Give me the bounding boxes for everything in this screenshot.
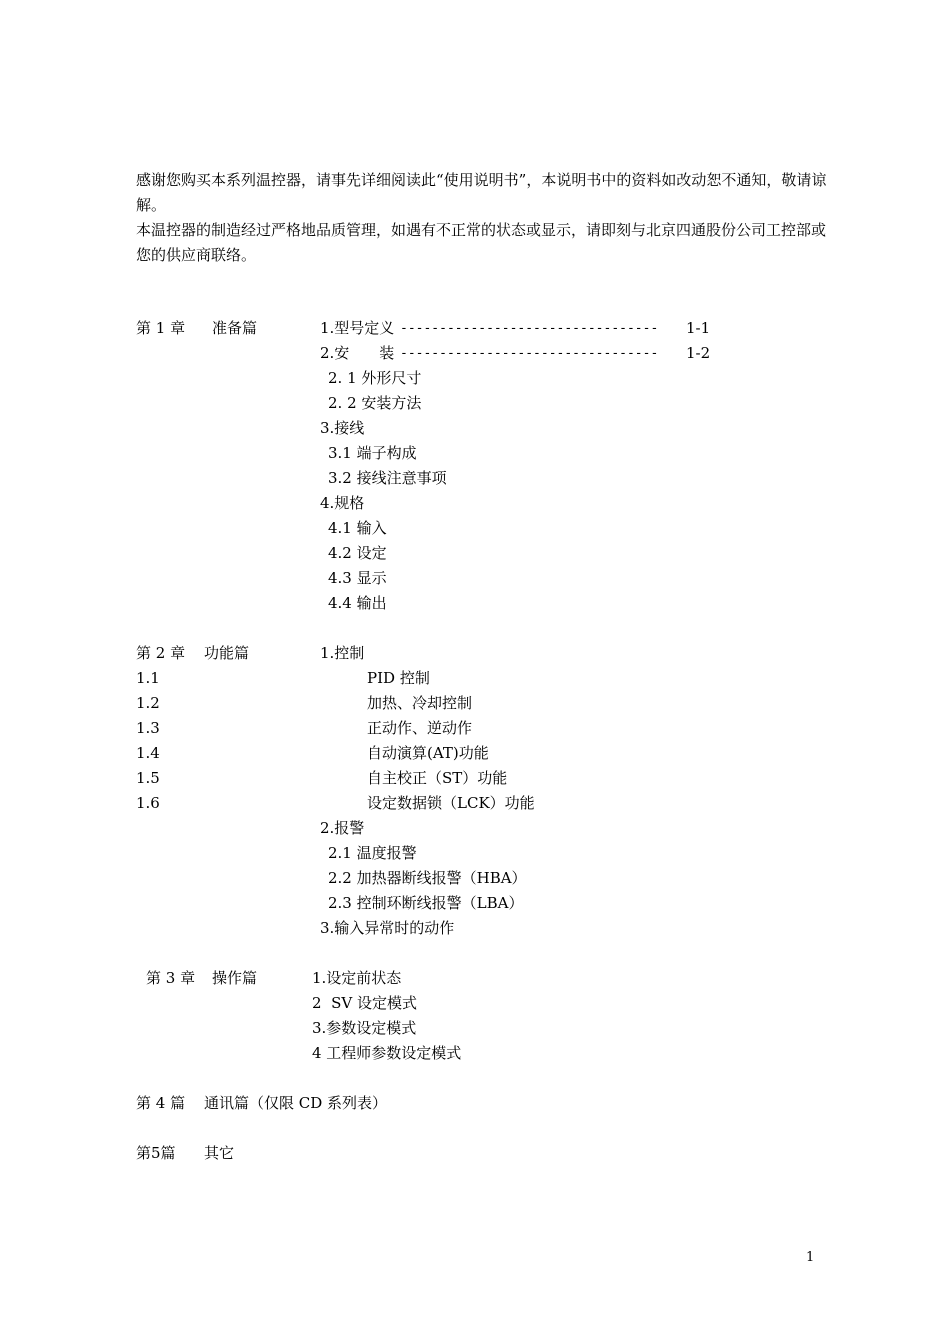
toc-entry-label: 2. 2 安装方法 [328, 394, 422, 412]
toc-entry-label: 4 工程师参数设定模式 [312, 1044, 462, 1062]
chapter-title: 准备篇 [212, 319, 258, 337]
chapter-title: 通讯篇（仅限 CD 系列表） [204, 1094, 388, 1112]
toc-entry-label: 2.3 控制环断线报警（LBA） [328, 894, 524, 912]
toc-leader: --------------------------------- [400, 346, 659, 361]
chapter-number: 第5篇 [136, 1144, 176, 1162]
toc-entry-label: PID 控制 [367, 669, 430, 687]
toc-entry-label: 自动演算(AT)功能 [367, 744, 489, 762]
toc-entry-label: 2.报警 [320, 819, 365, 837]
toc-entry-label: 2 SV 设定模式 [312, 994, 417, 1012]
toc-sub-number: 1.1 [136, 669, 160, 687]
toc-entry-label: 1.型号定义 [320, 319, 395, 337]
toc-sub-number: 1.4 [136, 744, 160, 762]
chapter-number: 第 2 章 [136, 644, 186, 662]
toc-page-ref: 1-2 [686, 344, 711, 362]
toc-entry-label: 4.1 输入 [328, 519, 387, 537]
toc-entry-label: 4.规格 [320, 494, 365, 512]
toc-entry-label: 2.安 装 [320, 344, 395, 362]
toc-entry-label: 4.2 设定 [328, 544, 387, 562]
toc-entry-label: 3.参数设定模式 [312, 1019, 417, 1037]
toc-entry-label: 自主校正（ST）功能 [367, 769, 508, 787]
toc-sub-number: 1.6 [136, 794, 160, 812]
toc-entry-label: 4.4 输出 [328, 594, 387, 612]
toc-entry-label: 3.1 端子构成 [328, 444, 417, 462]
chapter-title: 其它 [204, 1144, 235, 1162]
toc-entry-label: 2. 1 外形尺寸 [328, 369, 422, 387]
toc-entry-label: 1.设定前状态 [312, 969, 402, 987]
toc-sub-number: 1.2 [136, 694, 160, 712]
chapter-number: 第 1 章 [136, 319, 186, 337]
toc-sub-number: 1.5 [136, 769, 160, 787]
page-number: 1 [806, 1250, 815, 1265]
toc-leader: --------------------------------- [400, 321, 659, 336]
chapter-title: 功能篇 [204, 644, 250, 662]
toc-entry-label: 4.3 显示 [328, 569, 387, 587]
chapter-title: 操作篇 [212, 969, 258, 987]
toc-page-ref: 1-1 [686, 319, 711, 337]
toc-sub-number: 1.3 [136, 719, 160, 737]
toc-entry-label: 加热、冷却控制 [367, 694, 473, 712]
intro-text [136, 168, 836, 268]
toc-entry-label: 3.接线 [320, 419, 365, 437]
toc-entry-label: 正动作、逆动作 [367, 719, 473, 737]
intro-paragraph-1: 感谢您购买本系列温控器，请事先详细阅读此“使用说明书”，本说明书中的资料如改动恕不通知，敬请谅解。 [136, 171, 827, 214]
toc-entry-label: 3.2 接线注意事项 [328, 469, 447, 487]
intro-paragraph-2: 本温控器的制造经过严格地品质管理，如遇有不正常的状态或显示，请即刻与北京四通股份公司工控部或您的供应商联络。 [136, 221, 827, 264]
toc-entry-label: 2.2 加热器断线报警（HBA） [328, 869, 527, 887]
toc-entry-label: 1.控制 [320, 644, 365, 662]
toc-entry-label: 2.1 温度报警 [328, 844, 417, 862]
chapter-number: 第 4 篇 [136, 1094, 186, 1112]
toc-entry-label: 设定数据锁（LCK）功能 [367, 794, 535, 812]
chapter-number: 第 3 章 [146, 969, 196, 987]
toc-entry-label: 3.输入异常时的动作 [320, 919, 455, 937]
